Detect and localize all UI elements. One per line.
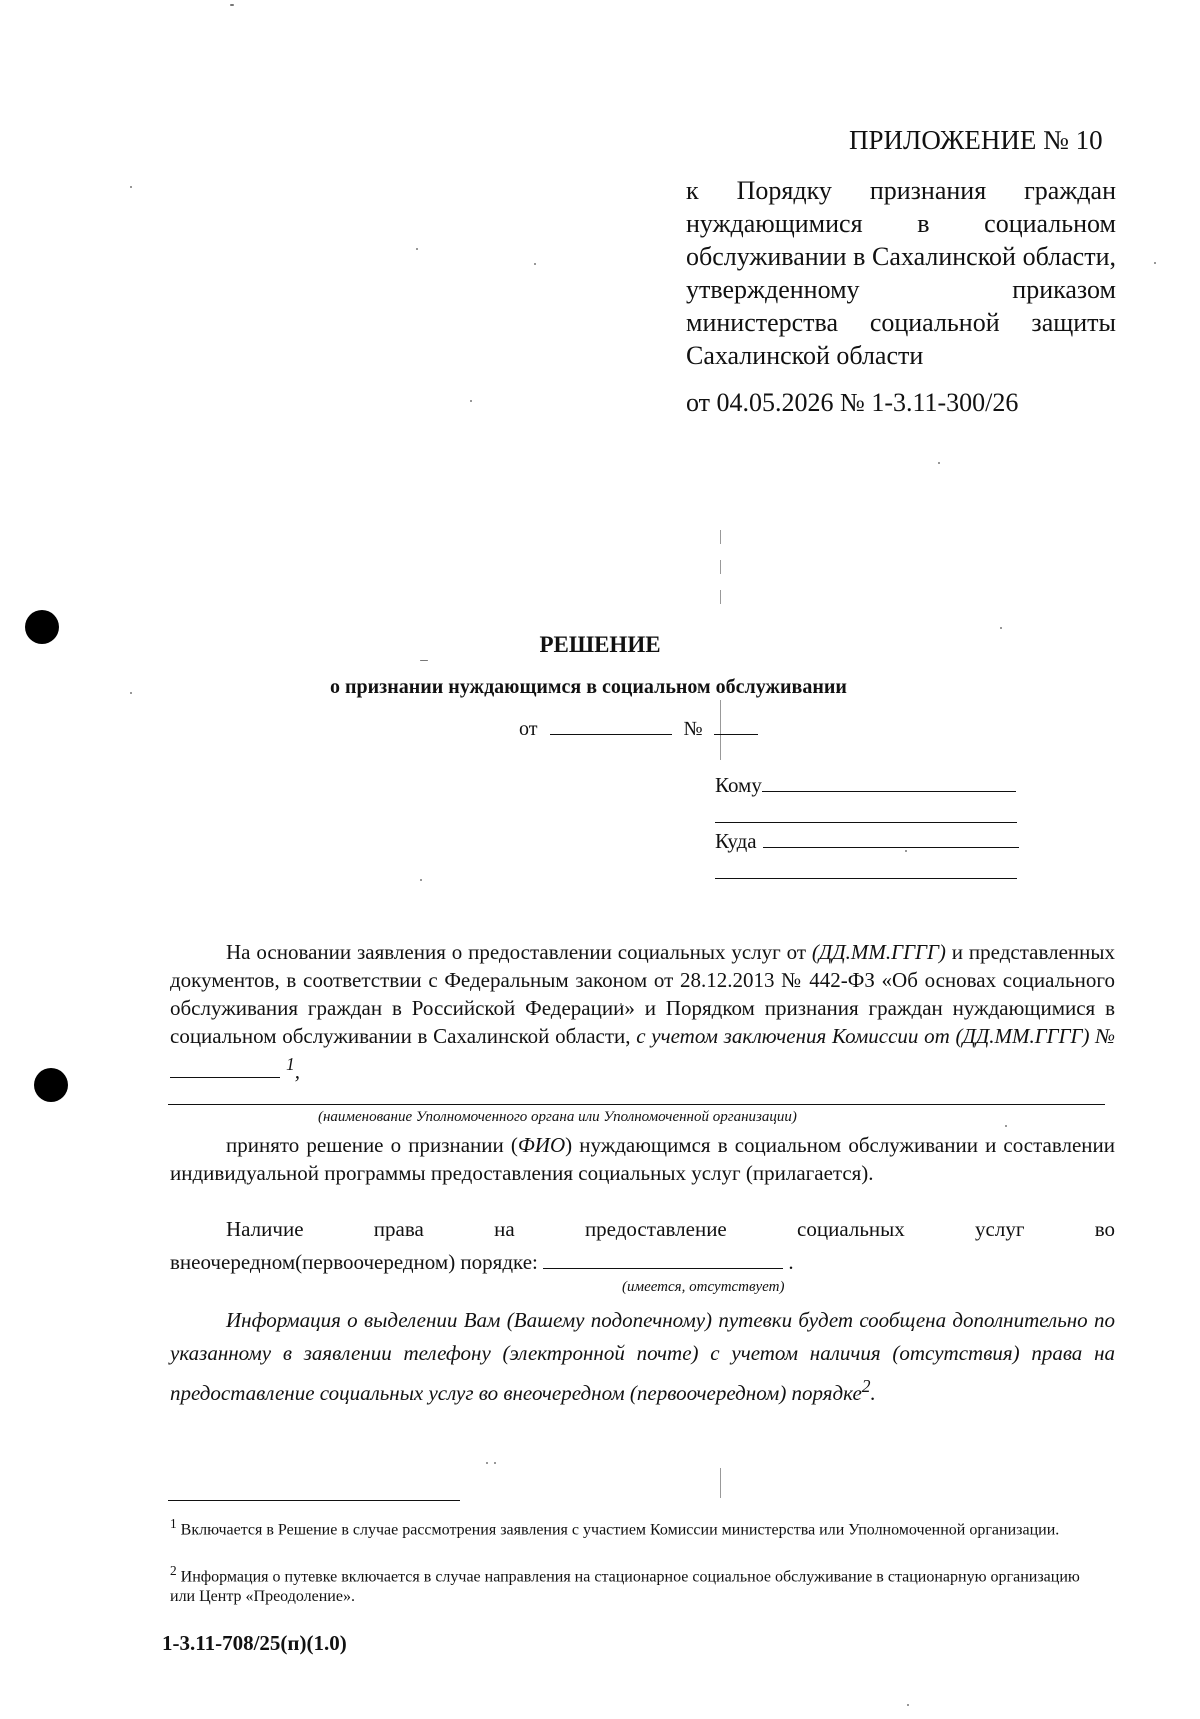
appendix-title: ПРИЛОЖЕНИЕ № 10 [849,125,1103,155]
commission-number-blank [170,1059,280,1078]
footnote-ref-1: 1 [286,1054,295,1074]
appendix-date-line: от 04.05.2026 № 1-3.11-300/26 [686,388,1019,417]
footnote-1: $^1$ Включается в Решение в случае рассмотрения заявления с участием Комиссии министерства или Уполномоченной организации. [170,1516,1060,1539]
number-label: № [683,718,703,740]
appendix-text: к Порядку признания граждан нуждающимися в социальном обслуживании в Сахалинской области, утвержденному приказом министерства социальной защиты Сахалинской области [686,176,1116,370]
footnote-2: $^2$ Информация о путевке включается в случае направления на стационарное социальное обслуживание в стационарную организацию или Центр «Преодоление». [170,1563,1080,1606]
addressee-line [715,771,1016,798]
address-line [715,827,1019,854]
addressee-blank-2 [715,822,1017,823]
priority-right-line-2: внеочередном(первоочередном) порядке: . [170,1250,794,1274]
organization-name-blank [168,1104,1105,1105]
where-label: Куда [715,829,757,853]
footnote-separator [168,1500,460,1501]
footnote-ref-2: 2 [861,1376,871,1396]
punch-hole-bottom [34,1068,68,1102]
decision-date-number-line [519,714,758,741]
basis-paragraph: На основании заявления о предоставлении социальных услуг от (ДД.ММ.ГГГГ) и представленных документов, в соответствии с Федеральным законом от 28.12.2013 № 442-ФЗ «Об основах социального обслуживания граждан в Российской Федерации» и Порядком признания граждан нуждающимися в социальном обслуживании в Сахалинской области, с учетом заключения Комиссии от (ДД.ММ.ГГГГ) № $^1$, [170,940,1115,1083]
to-label: Кому [715,773,762,797]
document-code: 1-3.11-708/25(п)(1.0) [162,1631,347,1655]
decision-subtitle: о признании нуждающимся в социальном обслуживании [330,676,847,698]
availability-caption: (имеется, отсутствует) [622,1279,785,1295]
priority-right-line-1: Наличие права на предоставление социальных услуг во [226,1217,1115,1241]
addressee-blank [762,771,1016,792]
decision-number-blank [714,714,758,735]
decision-date-blank [550,714,672,735]
decision-title: РЕШЕНИЕ [539,632,661,657]
organization-caption: (наименование Уполномоченного органа или Уполномоченной организации) [318,1109,797,1125]
priority-right-blank [543,1250,783,1269]
fio-placeholder: ФИО [517,1133,566,1157]
from-label: от [519,718,538,740]
decision-paragraph: принято решение о признании (ФИО) нуждающимся в социальном обслуживании и составлении индивидуальной программы предоставления социальных услуг (прилагается). [170,1133,1115,1185]
application-date-placeholder: (ДД.ММ.ГГГГ) [811,940,946,964]
address-blank-2 [715,878,1017,879]
address-blank [763,827,1019,848]
voucher-information-paragraph: Информация о выделении Вам (Вашему подопечному) путевки будет сообщена дополнительно по указанному в заявлении телефону (электронной почте) с учетом наличия (отсутствия) права на предоставление социальных услуг во внеочередном (первоочередном) порядке$^2$. [170,1308,1115,1405]
